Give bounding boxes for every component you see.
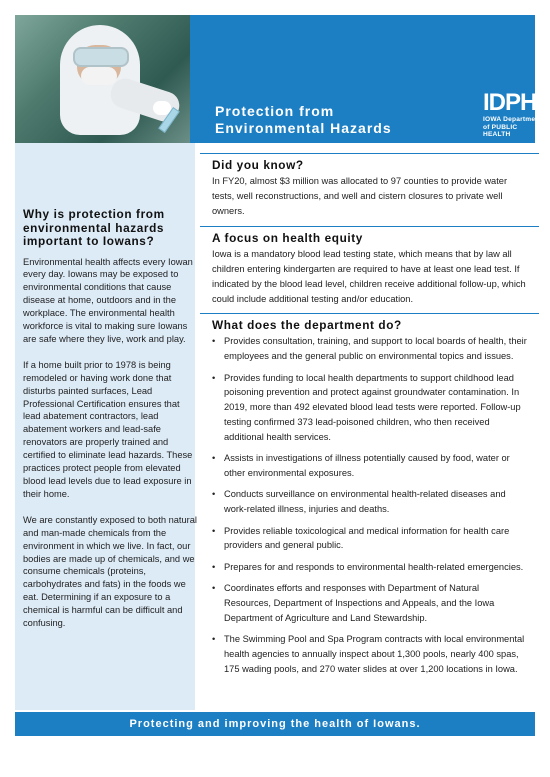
bullet: • — [212, 561, 216, 572]
bullet: • — [212, 336, 216, 347]
list-item-text: Coordinates efforts and responses with Department of Natural Resources, Department of Inspections and Appeals, and the Iowa Department of Agriculture and Land Stewardship. — [224, 582, 495, 623]
list-item-text: Assists in investigations of illness potentially caused by food, water or other environmental exposures. — [224, 453, 510, 479]
list-item-text: Prepares for and responds to environmental health-related emergencies. — [224, 561, 524, 572]
list-item — [212, 371, 527, 446]
department-list — [212, 334, 527, 676]
list-item — [212, 581, 527, 626]
bullet: • — [212, 633, 216, 644]
department-heading: What does the department do? — [200, 313, 539, 332]
title-line-2: Environmental Hazards — [215, 120, 392, 136]
sidebar-paragraph: Environmental health affects every Iowan every day. Iowans may be exposed to environmental conditions that cause disease at home, outdoors and in the workplace. The environmental health workforce is vital to making sure Iowans are safe where they live, work and play. — [23, 256, 193, 344]
header-banner — [15, 15, 542, 143]
page-title — [215, 103, 392, 137]
sidebar-content — [23, 208, 198, 643]
bullet: • — [212, 453, 216, 464]
bullet: • — [212, 525, 216, 536]
list-item — [212, 451, 527, 481]
list-item-text: Conducts surveillance on environmental health-related diseases and work-related illness, injuries and deaths. — [224, 489, 506, 515]
bullet: • — [212, 372, 216, 383]
did-you-know-heading: Did you know? — [200, 153, 539, 172]
list-item-text: The Swimming Pool and Spa Program contracts with local environmental health agencies to annually inspect about 1,300 pools, nearly 400 spas, 175 wading pools, and 270 water slides at over 1,200 locations in Iowa. — [224, 633, 525, 674]
list-item — [212, 560, 527, 575]
sidebar-paragraph: We are constantly exposed to both natural and man-made chemicals from the environment in which we live. In fact, our bodies are made up of chemicals, and we consume chemicals (proteins, carbohydrates and fats) in the foods we eat. Determining if an exposure to a chemical is harmful can be difficult and confusing. — [23, 514, 197, 629]
sidebar-paragraph: If a home built prior to 1978 is being remodeled or having work done that disturbs painted surfaces, Lead Professional Certification ensures that lead abatement contractors, lead abatement workers and lead-safe renovators are properly trained and certified to eliminate lead hazards. These practices protect people from elevated blood lead levels due to lead exposure in their home. — [23, 359, 193, 499]
logo-sub-line-1: IOWA Department — [483, 116, 542, 123]
list-item-text: Provides consultation, training, and support to local boards of health, their employees and the general public on environmental topics and issues. — [224, 336, 527, 362]
bullet: • — [212, 489, 216, 500]
footer-banner: Protecting and improving the health of Iowans. — [15, 712, 535, 736]
list-item — [212, 487, 527, 517]
idph-logo — [483, 90, 543, 145]
sidebar-panel — [15, 143, 195, 710]
logo-mark: IDPH — [483, 89, 537, 116]
logo-sub-line-2: of PUBLIC HEALTH — [483, 123, 518, 138]
list-item — [212, 334, 527, 364]
list-item — [212, 632, 527, 677]
main-content — [212, 153, 527, 683]
list-item-text: Provides funding to local health departments to support childhood lead poisoning prevention and protect against groundwater contamination. In 2019, more than 492 elevated blood lead tests were reported. Follow-up testing confirmed 373 lead-poisoned children, who then received additional health services. — [224, 372, 521, 443]
list-item-text: Provides reliable toxicological and medical information for health care providers and general public. — [224, 525, 510, 551]
bullet: • — [212, 582, 216, 593]
sidebar-heading: Why is protection from environmental hazards important to Iowans? — [23, 207, 165, 248]
health-equity-text: Iowa is a mandatory blood lead testing state, which means that by law all children entering kindergarten are required to have at least one lead test. If indicated by the blood lead level, children receive additional follow-up, which could include additional testing and/or education. — [212, 248, 526, 305]
health-equity-heading: A focus on health equity — [200, 226, 539, 245]
list-item — [212, 524, 527, 554]
title-line-1: Protection from — [215, 103, 335, 119]
did-you-know-text: In FY20, almost $3 million was allocated to 97 counties to provide water tests, well reconstructions, and well and cistern closures to private well owners. — [212, 176, 508, 217]
hazmat-worker-photo — [15, 15, 190, 143]
